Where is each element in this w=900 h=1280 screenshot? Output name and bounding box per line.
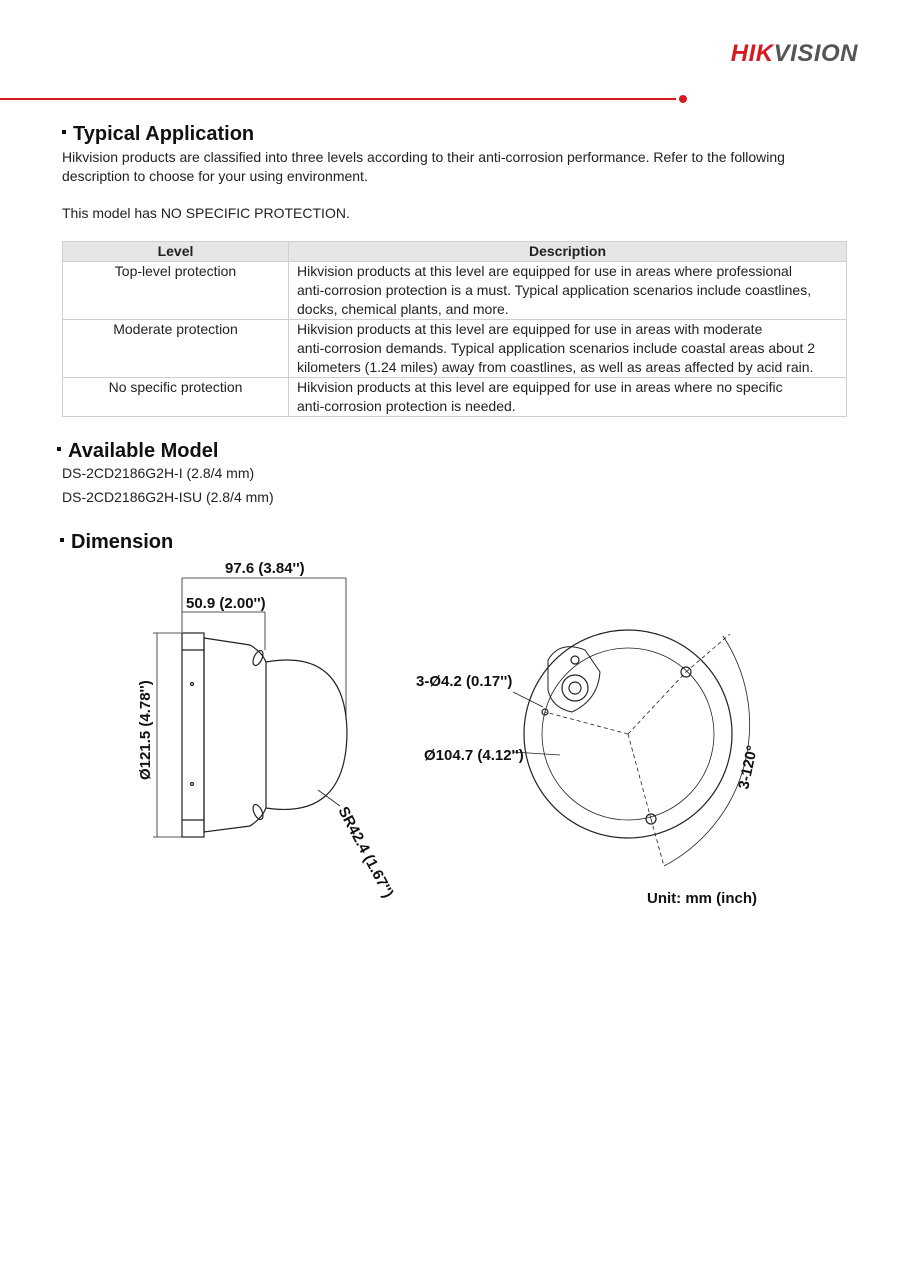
intro-line-1: Hikvision products are classified into three levels according to their anti-corrosion performance. Refer to the following [62, 149, 785, 165]
total-depth-label: 97.6 (3.84'') [225, 560, 305, 577]
intro-line-2: description to choose for your using environment. [62, 168, 368, 184]
model-item: DS-2CD2186G2H-I (2.8/4 mm) [62, 465, 255, 481]
logo-gray-text: VISION [773, 40, 858, 67]
description-cell: Hikvision products at this level are equipped for use in areas with moderate anti-corrosion demands. Typical application scenarios include coastal areas about 2 kilometers (1.24 miles) away from coastlines, as well as areas affected by acid rain. [289, 320, 847, 378]
typical-application-heading: Typical Application [62, 123, 254, 146]
available-model-heading: Available Model [57, 440, 218, 463]
column-header-level: Level [63, 242, 289, 262]
level-cell: Moderate protection [63, 320, 289, 378]
dimension-heading: Dimension [60, 531, 173, 554]
base-depth-label: 50.9 (2.00'') [186, 595, 266, 612]
dome-radius-label: SR42.4 (1.67'') [334, 803, 397, 901]
height-label: Ø121.5 (4.78'') [137, 680, 154, 780]
description-cell: Hikvision products at this level are equipped for use in areas where professional anti-corrosion protection is a must. Typical application scenarios include coastlines, docks, chemical plants, and more. [289, 262, 847, 320]
column-header-description: Description [289, 242, 847, 262]
unit-label: Unit: mm (inch) [647, 890, 757, 907]
protection-note: This model has NO SPECIFIC PROTECTION. [62, 205, 350, 221]
level-cell: Top-level protection [63, 262, 289, 320]
holes-label: 3-Ø4.2 (0.17'') [416, 673, 513, 690]
side-base-ring [182, 633, 204, 837]
description-cell: Hikvision products at this level are equipped for use in areas where no specific anti-corrosion protection is needed. [289, 378, 847, 417]
side-dome [266, 660, 347, 809]
hole-circle-label: Ø104.7 (4.12'') [424, 747, 524, 764]
logo-red-text: HIK [730, 40, 774, 67]
model-item: DS-2CD2186G2H-ISU (2.8/4 mm) [62, 489, 274, 505]
level-cell: No specific protection [63, 378, 289, 417]
angle-label: 3-120° [735, 743, 762, 791]
side-body [204, 638, 266, 832]
